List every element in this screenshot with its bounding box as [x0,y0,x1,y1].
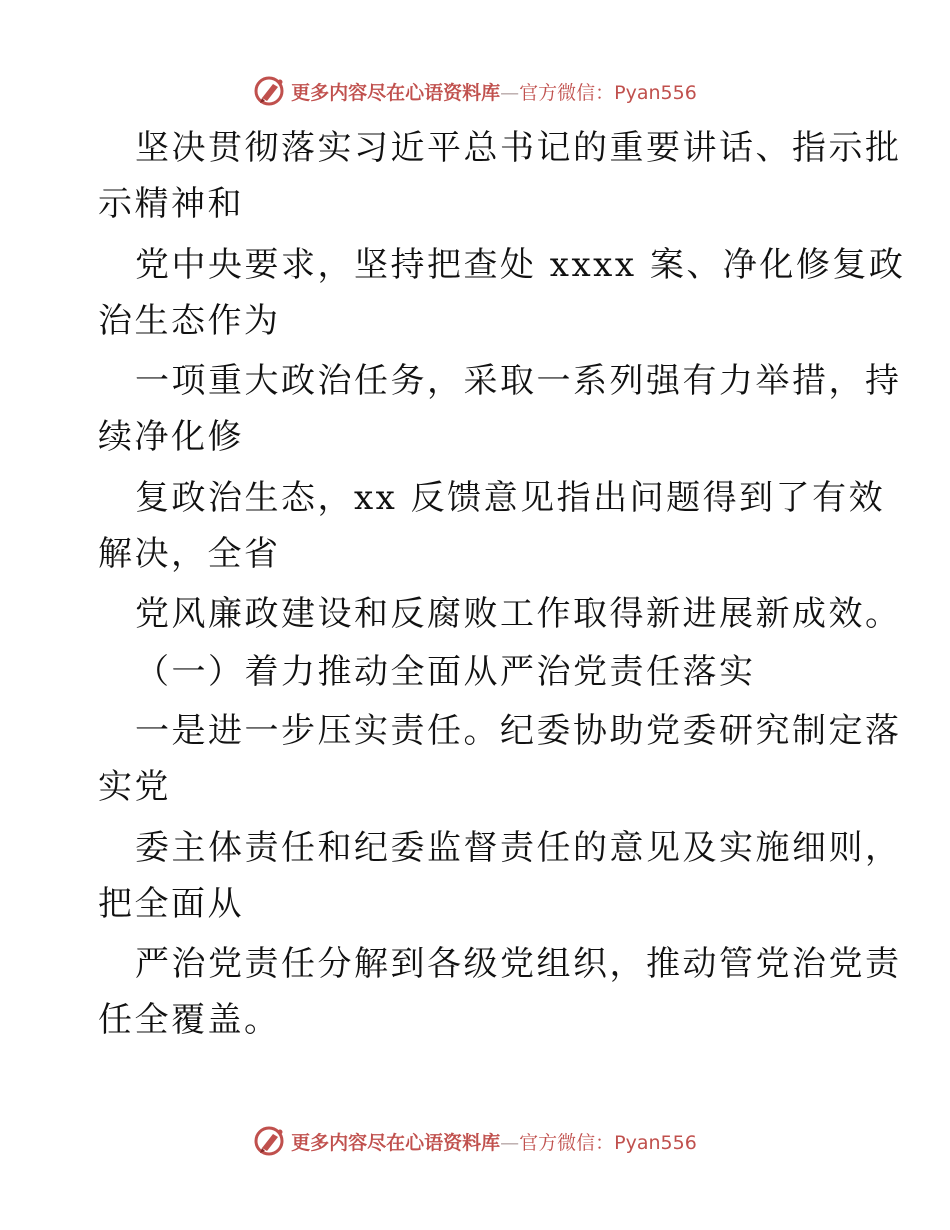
paragraph-line: 解决，全省 [98,534,281,574]
paragraph-line: 治生态作为 [98,301,281,341]
paragraph-line: 把全面从 [98,884,244,924]
paragraph-line: 党风廉政建设和反腐败工作取得新进展新成效。 [135,594,902,634]
banner-separator: — [500,81,520,104]
paragraph-line: 示精神和 [98,184,244,224]
paragraph-line: 坚决贯彻落实习近平总书记的重要讲话、指示批 [135,128,902,168]
section-heading: （一）着力推动全面从严治党责任落实 [135,652,756,692]
paragraph-line: 续净化修 [98,417,244,457]
paragraph-line: 委主体责任和纪委监督责任的意见及实施细则， [135,828,902,868]
banner-separator: — [500,1131,520,1154]
banner-contact: 官方微信：Pyan556 [519,1131,697,1154]
paragraph-line: 复政治生态，xx 反馈意见指出问题得到了有效 [135,478,886,518]
pen-logo-icon [253,1124,287,1158]
banner-main-text: 更多内容尽在心语资料库 [291,81,501,104]
banner-caption [291,78,697,105]
footer-banner [0,1121,950,1161]
pen-logo-icon [253,74,287,108]
banner-contact: 官方微信：Pyan556 [519,81,697,104]
paragraph-line: 任全覆盖。 [98,1000,281,1040]
paragraph-line: 党中央要求，坚持把查处 xxxx 案、净化修复政 [135,245,906,285]
paragraph-line: 一是进一步压实责任。纪委协助党委研究制定落 [135,711,902,751]
header-banner [0,71,950,111]
paragraph-line: 一项重大政治任务，采取一系列强有力举措，持 [135,361,902,401]
paragraph-line: 严治党责任分解到各级党组织，推动管党治党责 [135,944,902,984]
banner-main-text: 更多内容尽在心语资料库 [291,1131,501,1154]
banner-caption [291,1128,697,1155]
paragraph-line: 实党 [98,767,171,807]
